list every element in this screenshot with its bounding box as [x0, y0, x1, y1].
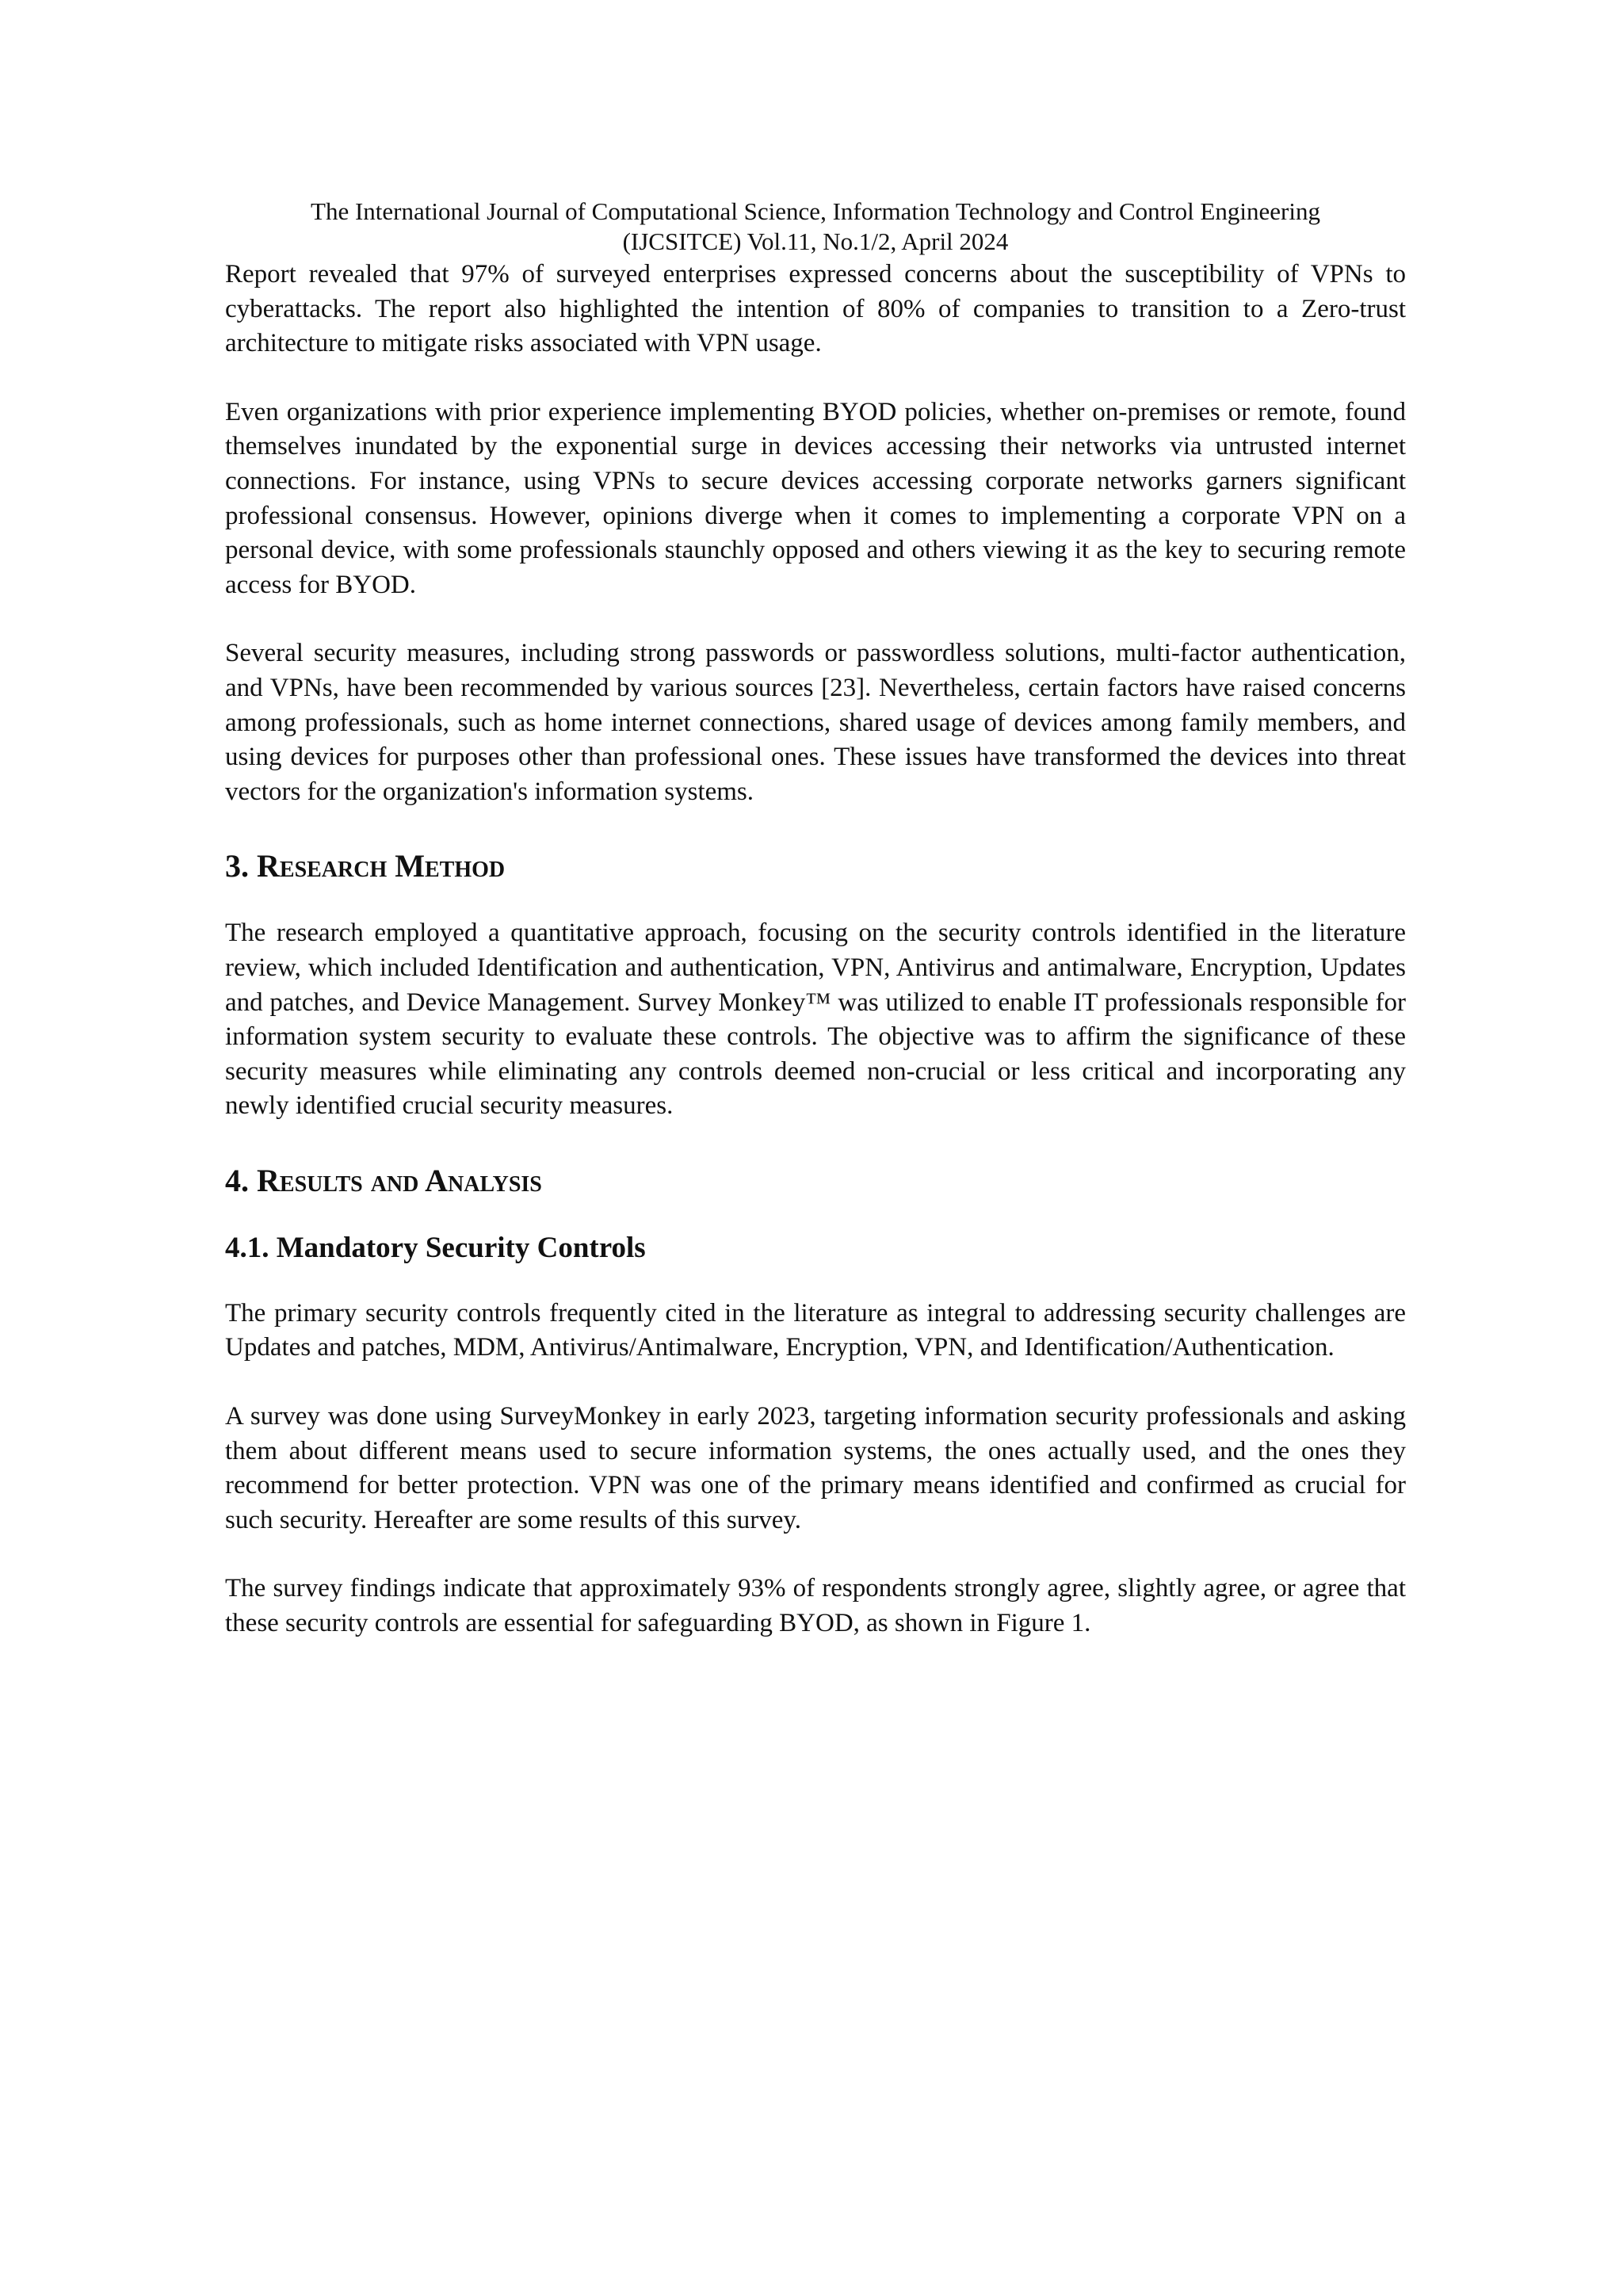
paragraph-vpn-report: Report revealed that 97% of surveyed enterprises expressed concerns about the susceptibility of VPNs to cyberattacks. The report also highlighted the intention of 80% of companies to transition to a Zero-trust architecture to mitigate risks associated with VPN usage.: [225, 260, 1406, 358]
article-body: [225, 258, 1406, 1641]
paragraph-survey-findings: The survey findings indicate that approximately 93% of respondents strongly agree, slightly agree, or agree that these security controls are essential for safeguarding BYOD, as shown in Figure 1.: [225, 1574, 1406, 1638]
journal-title: The International Journal of Computational Science, Information Technology and Control Engineering: [311, 197, 1320, 225]
paragraph-research-approach: The research employed a quantitative approach, focusing on the security controls identified in the literature review, which included Identification and authentication, VPN, Antivirus and antimalware, Encryption, Updates and patches, and Device Management. Survey Monkey™ was utilized to enable IT professionals responsible for information system security to evaluate these controls. The objective was to affirm the significance of these security measures while eliminating any controls deemed non-crucial or less critical and incorporating any newly identified crucial security measures.: [225, 919, 1406, 1121]
paragraph-survey-description: A survey was done using SurveyMonkey in early 2023, targeting information security professionals and asking them about different means used to secure information systems, the ones actually used, and the ones they recommend for better protection. VPN was one of the primary means identified and confirmed as crucial for such security. Hereafter are some results of this survey.: [225, 1402, 1406, 1534]
subsection-heading-mandatory-controls: 4.1. Mandatory Security Controls: [225, 1231, 646, 1264]
paragraph-primary-controls: The primary security controls frequently cited in the literature as integral to addressing security challenges are Updates and patches, MDM, Antivirus/Antimalware, Encryption, VPN, and Identification/Authentication.: [225, 1298, 1406, 1362]
paragraph-security-measures: Several security measures, including strong passwords or passwordless solutions, multi-factor authentication, and VPNs, have been recommended by various sources [23]. Nevertheless, certain factors have raised concerns among professionals, such as home internet connections, shared usage of devices among family members, and using devices for purposes other than professional ones. These issues have transformed the devices into threat vectors for the organization's information systems.: [225, 639, 1406, 806]
journal-issue: (IJCSITCE) Vol.11, No.1/2, April 2024: [622, 227, 1009, 255]
paragraph-byod-experience: Even organizations with prior experience implementing BYOD policies, whether on-premises or remote, found themselves inundated by the exponential surge in devices accessing their networks via untrusted internet connections. For instance, using VPNs to secure devices accessing corporate networks garners significant professional consensus. However, opinions diverge when it comes to implementing a corporate VPN on a personal device, with some professionals staunchly opposed and others viewing it as the key to securing remote access for BYOD.: [225, 397, 1406, 599]
section-heading-research-method: 3. Research Method: [225, 848, 506, 884]
section-heading-results: 4. Results and Analysis: [225, 1162, 542, 1198]
running-header: [225, 197, 1406, 257]
